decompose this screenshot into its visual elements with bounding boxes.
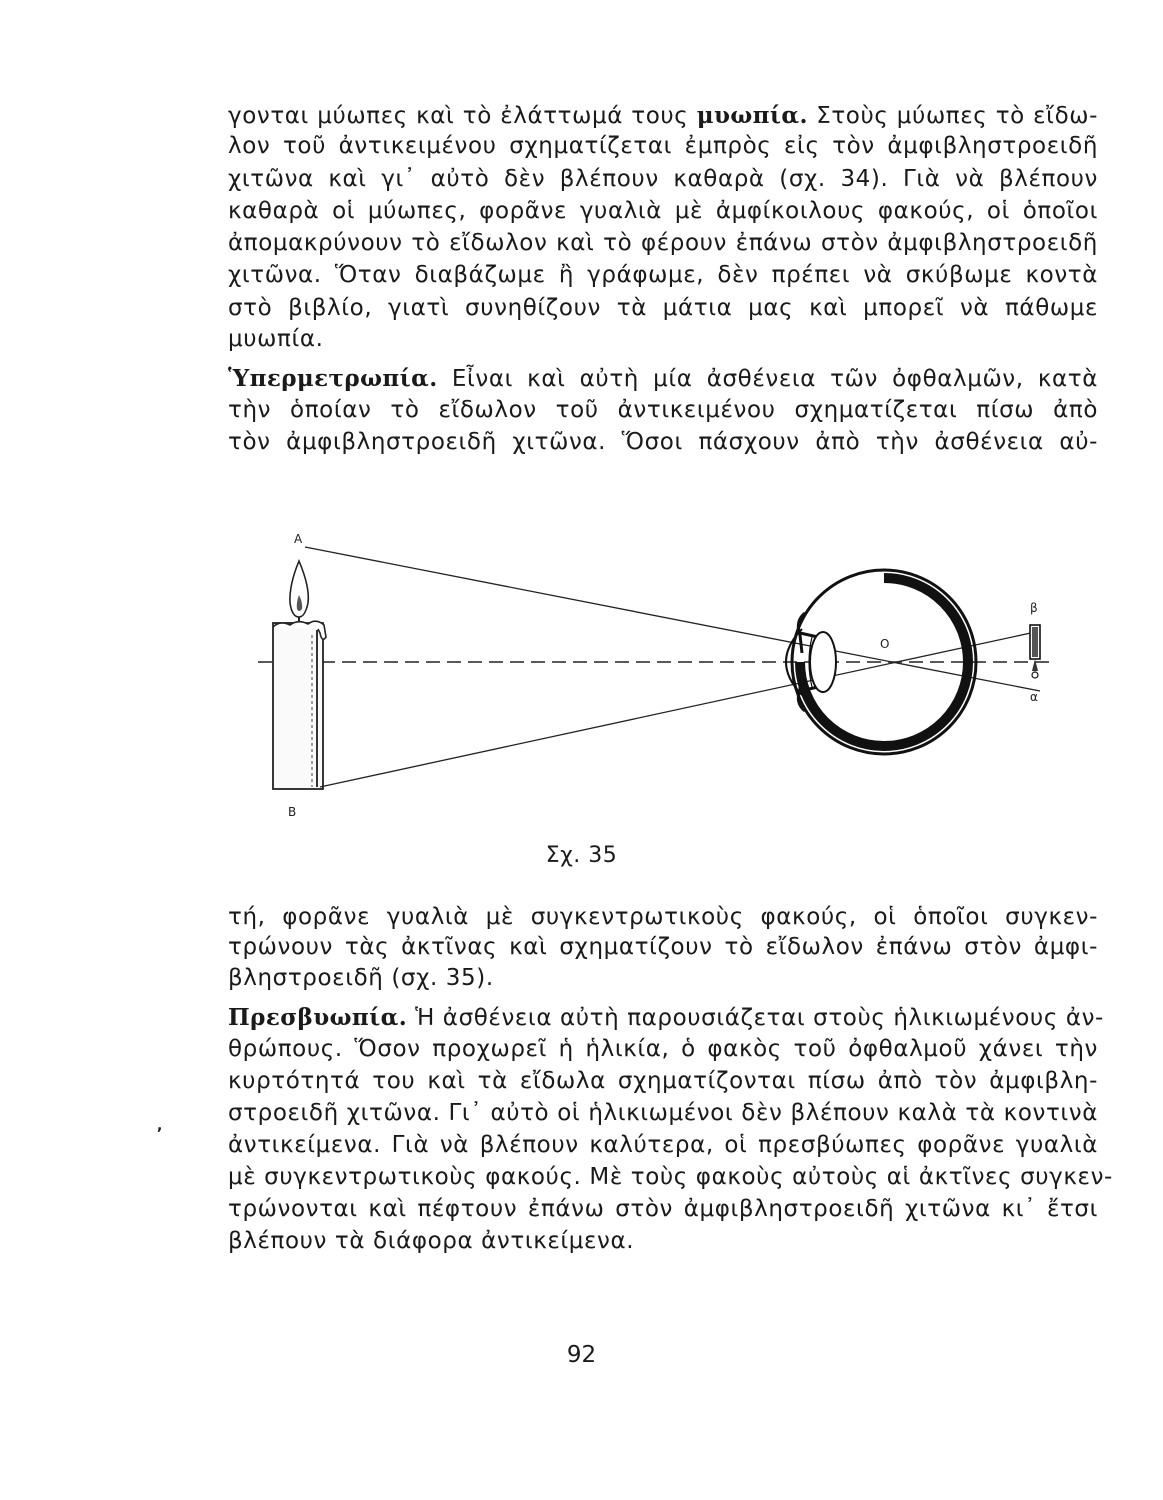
- text-line: βληστροειδῆ (σχ. 35).: [228, 965, 494, 991]
- text-line: τή, φορᾶνε γυαλιὰ μὲ συγκεντρωτικοὺς φακούς, οἱ ὁποῖοι συγκεν-: [228, 904, 1098, 930]
- text-line: βλέπουν τὰ διάφορα ἀντικείμενα.: [228, 1228, 635, 1254]
- text-line: Πρεσβυωπία. Ἡ ἀσθένεια αὐτὴ παρουσιάζεται στοὺς ἡλικιωμένους ἀν-: [228, 1004, 1104, 1031]
- text-line: μυωπία.: [228, 326, 324, 352]
- text-line: κυρτότητά του καὶ τὰ εἴδωλα σχηματίζονται πίσω ἀπὸ τὸν ἀμφιβλη-: [228, 1068, 1098, 1094]
- eye-hypermetropia-figure: [250, 525, 1080, 835]
- term-presbyopia: Πρεσβυωπία.: [228, 1004, 408, 1031]
- text-line: ἀντικείμενα. Γιὰ νὰ βλέπουν καλύτερα, οἱ πρεσβύωπες φορᾶνε γυαλιὰ: [228, 1132, 1098, 1158]
- text-line: τὸν ἀμφιβληστροειδῆ χιτῶνα. Ὅσοι πάσχουν ἀπὸ τὴν ἀσθένεια αὐ-: [228, 429, 1098, 455]
- ink-speck: ,: [157, 1118, 163, 1134]
- text-line: θρώπους. Ὅσον προχωρεῖ ἡ ἡλικία, ὁ φακὸς τοῦ ὀφθαλμοῦ χάνει τὴν: [228, 1036, 1098, 1062]
- text-line: χιτῶνα καὶ γι᾽ αὐτὸ δὲν βλέπουν καθαρὰ (σχ. 34). Γιὰ νὰ βλέπουν: [228, 166, 1098, 192]
- text-line: στροειδῆ χιτῶνα. Γι᾽ αὐτὸ οἱ ἡλικιωμένοι δὲν βλέπουν καλὰ τὰ κοντινὰ: [228, 1100, 1098, 1126]
- retinal-image: [1030, 625, 1040, 678]
- text-line: γονται μύωπες καὶ τὸ ἐλάττωμά τους μυωπία. Στοὺς μύωπες τὸ εἴδω-: [228, 102, 1098, 129]
- text-line: λον τοῦ ἀντικειμένου σχηματίζεται ἐμπρὸς εἰς τὸν ἀμφιβληστροειδῆ: [228, 133, 1098, 159]
- text-line: τὴν ὁποίαν τὸ εἴδωλον τοῦ ἀντικειμένου σχηματίζεται πίσω ἀπὸ: [228, 397, 1098, 423]
- text-line: στὸ βιβλίο, γιατὶ συνηθίζουν τὰ μάτια μας καὶ μπορεῖ νὰ πάθωμε: [228, 295, 1098, 321]
- figure-caption: Σχ. 35: [545, 843, 618, 868]
- text-line: μὲ συγκεντρωτικοὺς φακούς. Μὲ τοὺς φακοὺς αὐτοὺς αἱ ἀκτῖνες συγκεν-: [228, 1164, 1113, 1190]
- label-beta: β: [1030, 601, 1038, 615]
- text-line: Ὑπερμετρωπία. Εἶναι καὶ αὐτὴ μία ἀσθένεια τῶν ὀφθαλμῶν, κατὰ: [228, 365, 1098, 392]
- text-line: ἀπομακρύνουν τὸ εἴδωλον καὶ τὸ φέρουν ἐπάνω στὸν ἀμφιβληστροειδῆ: [228, 230, 1098, 256]
- candle: [273, 607, 326, 789]
- text-line: χιτῶνα. Ὅταν διαβάζωμε ἢ γράφωμε, δὲν πρέπει νὰ σκύβωμε κοντὰ: [228, 262, 1098, 288]
- ray-from-top: [305, 547, 1040, 691]
- term-myopia: μυωπία.: [696, 102, 808, 129]
- text-line: τρώνουν τὰς ἀκτῖνας καὶ σχηματίζουν τὸ εἴδωλον ἐπάνω στὸν ἀμφι-: [228, 934, 1098, 960]
- label-A: Α: [294, 532, 303, 546]
- ray-from-bottom: [320, 631, 1040, 787]
- candle-flame: [290, 561, 308, 617]
- term-hypermetropia: Ὑπερμετρωπία.: [228, 365, 438, 392]
- text-line: τρώνονται καὶ πέφτουν ἐπάνω στὸν ἀμφιβληστροειδῆ χιτῶνα κι᾽ ἔτσι: [228, 1196, 1098, 1222]
- label-O: Ο: [880, 637, 890, 651]
- label-B: Β: [288, 805, 297, 819]
- text-line: καθαρὰ οἱ μύωπες, φορᾶνε γυαλιὰ μὲ ἀμφίκοιλους φακούς, οἱ ὁποῖοι: [228, 198, 1098, 224]
- page-number: 92: [566, 1342, 597, 1368]
- label-alpha: α: [1030, 690, 1038, 704]
